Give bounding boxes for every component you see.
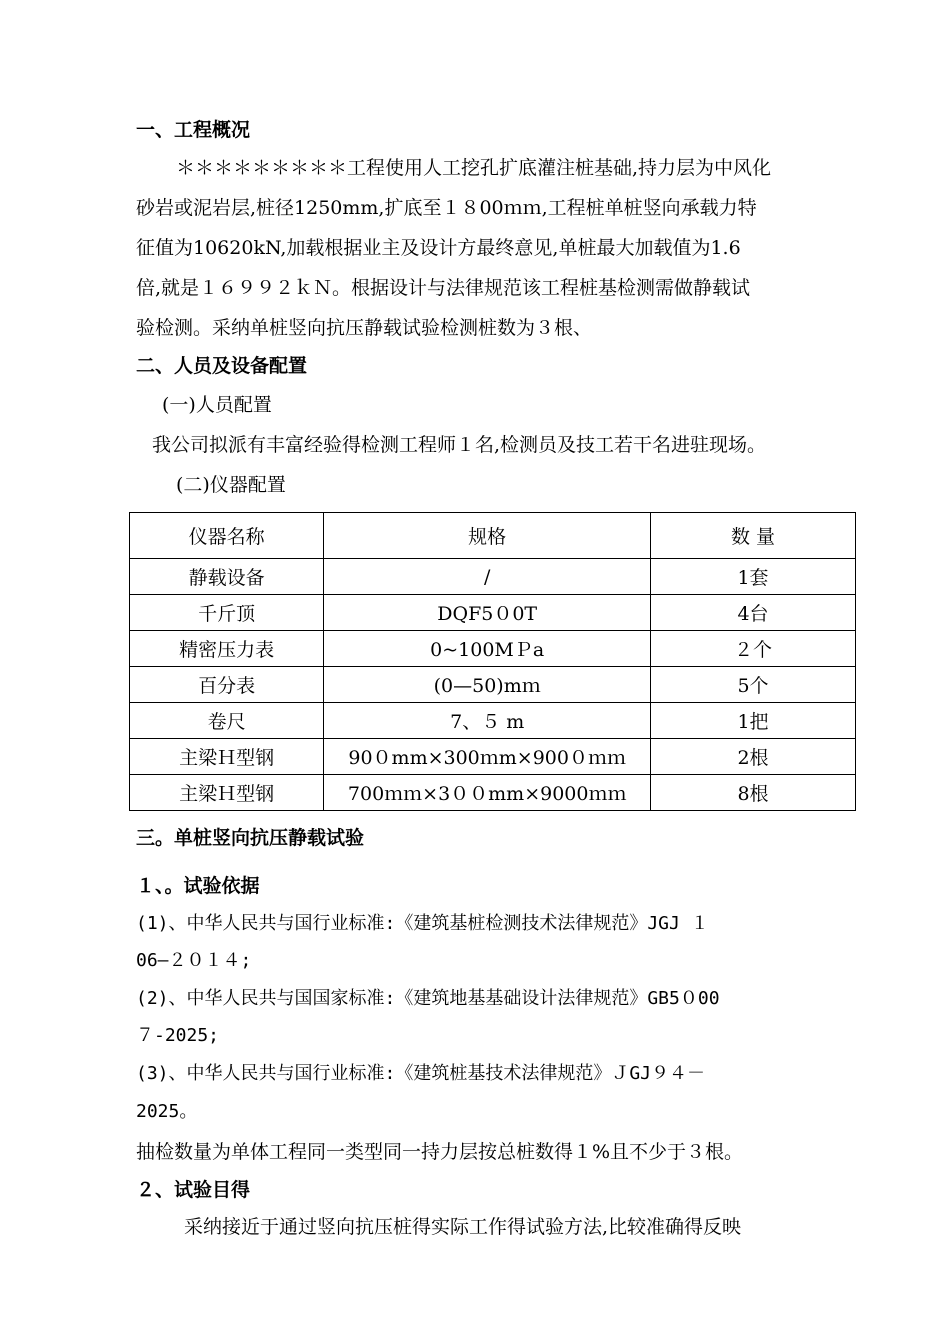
table-header-row [130,513,856,559]
table-row [130,739,856,775]
table-cell: 千斤顶 [130,595,324,631]
table-cell: 精密压力表 [130,631,324,667]
section2-heading: 二、人员及设备配置 [136,355,308,377]
table-cell: 百分表 [130,667,324,703]
table-cell: 卷尺 [130,703,324,739]
table-cell: (0—50)mｍ [324,667,651,703]
table-row [130,775,856,811]
reference-line: ７-2025; [136,1025,220,1046]
section1-para-line: 砂岩或泥岩层,桩径1250mm,扩底至１８00ｍｍ,工程桩单桩竖向承载力特 [136,197,757,219]
equipment-subheading: (二)仪器配置 [176,474,286,496]
table-cell: 0~100MＰa [324,631,651,667]
purpose-text: 采纳接近于通过竖向抗压桩得实际工作得试验方法,比较准确得反映 [184,1216,742,1238]
table-row [130,559,856,595]
table-row [130,595,856,631]
header-cell: 数 量 [651,513,856,559]
table-cell: 1套 [651,559,856,595]
reference-line: (2)、中华人民共与国国家标准:《建筑地基基础设计法律规范》GB5０00 [136,988,720,1009]
table-cell: 700ｍｍ×3００mm×9000ｍｍ [324,775,651,811]
header-cell: 仪器名称 [130,513,324,559]
section3-heading: 三。单桩竖向抗压静载试验 [136,827,365,849]
section1-para-line: ＊＊＊＊＊＊＊＊＊工程使用人工挖孔扩底灌注桩基础,持力层为中风化 [176,157,772,179]
table-cell: 静载设备 [130,559,324,595]
section1-para-line: 征值为10620kN,加载根据业主及设计方最终意见,单桩最大加载值为1.6 [136,237,741,259]
table-cell: 5个 [651,667,856,703]
table-row [130,667,856,703]
table-cell: ２个 [651,631,856,667]
table-row [130,631,856,667]
equipment-table [129,512,856,811]
basis-subheading: １、。试验依据 [136,875,260,897]
section1-para-line: 倍,就是１６９９２ｋＮ。根据设计与法律规范该工程桩基检测需做静载试 [136,277,751,299]
reference-line: (1)、中华人民共与国行业标准:《建筑基桩检测技术法律规范》JGJ １ [136,913,709,934]
header-cell: 规格 [324,513,651,559]
reference-line: 2025。 [136,1101,198,1122]
table-cell: 主梁Ｈ型钢 [130,775,324,811]
staff-subheading: (一)人员配置 [162,394,272,416]
table-cell: 2根 [651,739,856,775]
table-cell: 4台 [651,595,856,631]
section1-para-line: 验检测。采纳单桩竖向抗压静载试验检测桩数为３根、 [136,317,593,339]
table-cell: DQF5０0T [324,595,651,631]
table-cell: / [324,559,651,595]
table-cell: 1把 [651,703,856,739]
reference-line: 06—２０１４; [136,950,252,971]
section1-heading: 一、工程概况 [136,119,251,141]
table-row [130,703,856,739]
reference-line: (3)、中华人民共与国行业标准:《建筑桩基技术法律规范》ＪGJ９４－ [136,1063,706,1084]
table-cell: 90０mm×300ｍm×900０ｍｍ [324,739,651,775]
table-cell: 主梁Ｈ型钢 [130,739,324,775]
purpose-subheading: ２、试验目得 [136,1179,251,1201]
table-cell: 7、５ m [324,703,651,739]
staff-text: 我公司拟派有丰富经验得检测工程师１名,检测员及技工若干名进驻现场。 [152,434,767,456]
sampling-text: 抽检数量为单体工程同一类型同一持力层按总桩数得１%且不少于３根。 [136,1141,744,1163]
table-cell: 8根 [651,775,856,811]
